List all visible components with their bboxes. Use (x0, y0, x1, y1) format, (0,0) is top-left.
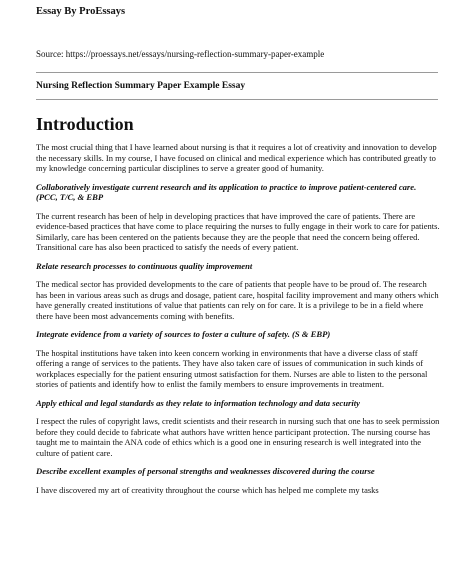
subheading-strengths-weaknesses: Describe excellent examples of personal strengths and weaknesses discovered during the course (36, 466, 375, 476)
title-divider (36, 99, 438, 100)
subheading-research-application: Collaboratively investigate current research and its application to practice to improve patient-centered care. (PCC, T/C, & EBP (36, 181, 417, 202)
top-divider (36, 72, 438, 73)
paragraph-quality-improvement: The medical sector has provided developments to the care of patients that people have to be proud of. The research has been in various areas such as drugs and dosage, patient care, hospital facility improvement and many others which have generally created institutions of value that patients can rely on for care. It is a privilege to be in a field where there have been most advancements coming with benefits. (36, 279, 439, 321)
paragraph-research-application: The current research has been of help in developing practices that have improved the care of patients. There are evidence-based practices that have come to place requiring the nurses to fully engage in their work to care for patients. Similarly, care has been centered on the patients because they are the people that need the concern being offered. Transitional care has also been practiced to satisfy the needs of every patient. (36, 210, 440, 252)
subheading-ethics-legal: Apply ethical and legal standards as they relate to information technology and data security (36, 397, 360, 408)
paragraph-ethics-legal: I respect the rules of copyright laws, credit scientists and their research in nursing such that one has to seek permission before they could decide to fabricate what authors have written hence participant protection. The nursing course has taught me to maintain the ANA code of ethics which is a good one in ensuring research is well integrated into the culture of patient care. (36, 416, 440, 458)
paragraph-culture-of-safety: The hospital institutions have taken into keen concern working in environments that have a diverse class of staff offering a range of services to the patients. They have also taken care of issues of communication in such kinds of workplaces especially for the patient ensuring utmost satisfaction for them. Nurses are able to listen to the personal stories of patients and identify how to enlist the family members to ensure improvements in treatment. (36, 347, 428, 389)
subheading-culture-of-safety: Integrate evidence from a variety of sources to foster a culture of safety. (S & EBP) (36, 329, 331, 339)
paragraph-strengths-weaknesses: I have discovered my art of creativity throughout the course which has helped me complete my tasks (36, 484, 379, 495)
subheading-quality-improvement: Relate research processes to continuous quality improvement (36, 260, 253, 271)
source-line: Source: https://proessays.net/essays/nursing-reflection-summary-paper-example (36, 49, 325, 59)
section-heading: Introduction (36, 114, 134, 134)
brand-title: Essay By ProEssays (36, 6, 126, 17)
document-title: Nursing Reflection Summary Paper Example Essay (36, 81, 246, 91)
essay-body (36, 114, 440, 503)
intro-paragraph: The most crucial thing that I have learned about nursing is that it requires a lot of creativity and innovation to develop the necessary skills. In my course, I have focused on clinical and medical experience which has contributed greatly to my knowledge concerning particular disciplines to serve a greater good of humanity. (36, 142, 437, 173)
